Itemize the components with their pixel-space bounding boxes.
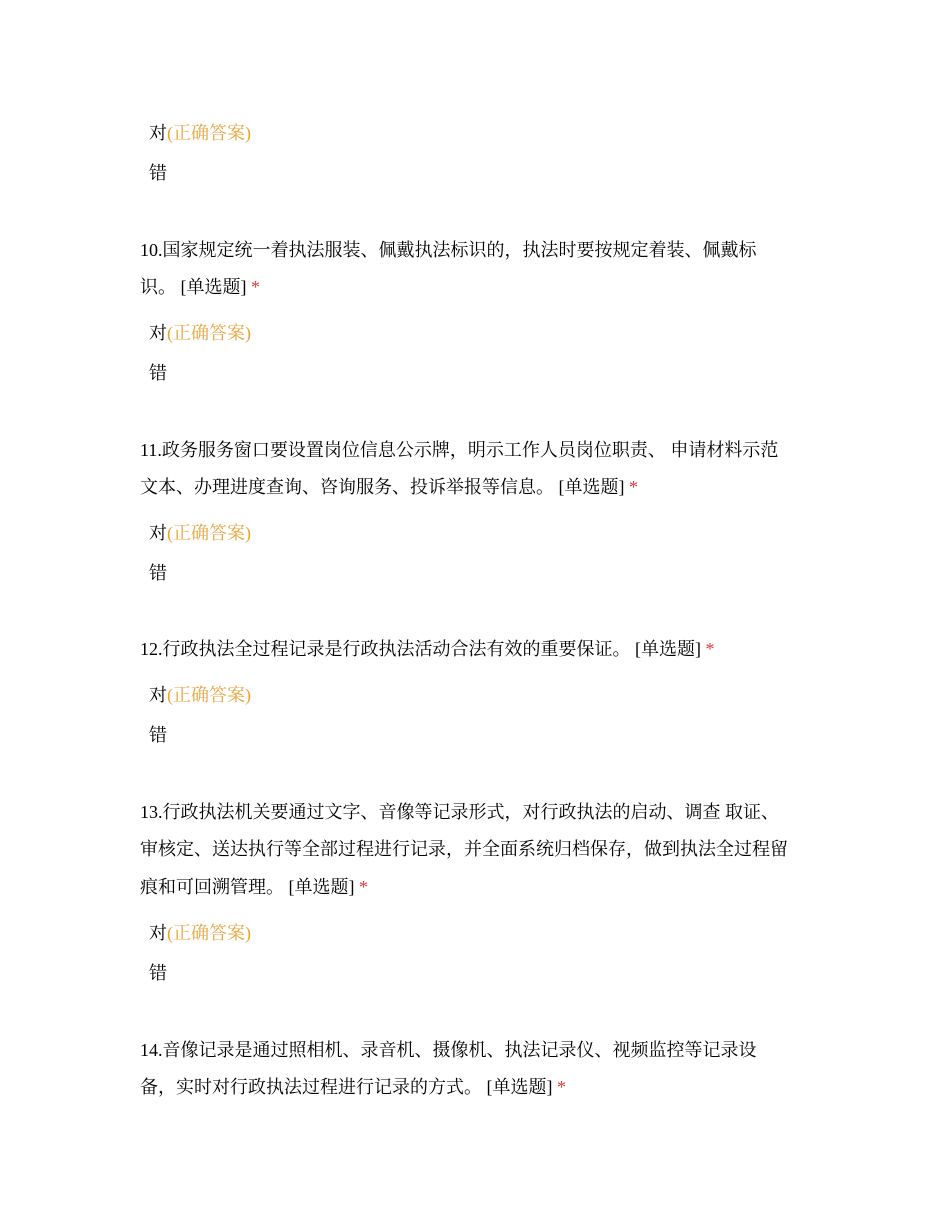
option-false-q11[interactable] xyxy=(149,562,167,584)
question-number: 13. xyxy=(140,802,163,822)
question-text: 识。 xyxy=(140,277,176,297)
question-text: 行政执法机关要通过文字、音像等记录形式，对行政执法的启动、调查 取证、 xyxy=(162,802,779,822)
question-number: 10. xyxy=(140,240,163,260)
required-marker: * xyxy=(705,639,715,659)
option-label: 对 xyxy=(149,685,167,705)
option-true-q11[interactable] xyxy=(149,522,251,544)
option-label: 对 xyxy=(149,523,167,543)
question-text: 备，实时对行政执法过程进行记录的方式。 xyxy=(140,1077,482,1097)
question-type: [单选题] xyxy=(180,277,247,297)
correct-answer-tag: (正确答案) xyxy=(167,323,251,343)
option-label: 错 xyxy=(149,363,167,383)
correct-answer-tag: (正确答案) xyxy=(167,123,251,143)
option-false-q12[interactable] xyxy=(149,724,167,746)
question-text: 国家规定统一着执法服装、佩戴执法标识的，执法时要按规定着装、佩戴标 xyxy=(162,240,757,260)
question-text: 文本、办理进度查询、咨询服务、投诉举报等信息。 xyxy=(140,477,554,497)
option-label: 错 xyxy=(149,725,167,745)
question-text: 音像记录是通过照相机、录音机、摄像机、执法记录仪、视频监控等记录设 xyxy=(162,1040,757,1060)
question-type: [单选题] xyxy=(486,1077,553,1097)
question-type: [单选题] xyxy=(635,639,701,659)
option-true-q12[interactable] xyxy=(149,684,251,706)
correct-answer-tag: (正确答案) xyxy=(167,523,251,543)
option-false-q10[interactable] xyxy=(149,362,167,384)
question-text: 审核定、送达执行等全部过程进行记录，并全面系统归档保存，做到执法全过程留 xyxy=(140,839,788,859)
question-type: [单选题] xyxy=(558,477,625,497)
question-text: 行政执法全过程记录是行政执法活动合法有效的重要保证。 xyxy=(162,639,631,659)
required-marker: * xyxy=(629,477,638,497)
option-label: 对 xyxy=(149,123,167,143)
option-label: 对 xyxy=(149,323,167,343)
question-text: 痕和可回溯管理。 xyxy=(140,877,284,897)
question-number: 12. xyxy=(140,639,163,659)
question-text: 政务服务窗口要设置岗位信息公示牌，明示工作人员岗位职责、 申请材料示范 xyxy=(161,440,779,460)
required-marker: * xyxy=(557,1077,566,1097)
option-label: 错 xyxy=(149,563,167,583)
correct-answer-tag: (正确答案) xyxy=(167,685,251,705)
option-true-q9[interactable] xyxy=(149,122,251,144)
option-true-q10[interactable] xyxy=(149,322,251,344)
required-marker: * xyxy=(359,877,368,897)
option-label: 对 xyxy=(149,923,167,943)
required-marker: * xyxy=(251,277,260,297)
question-number: 11. xyxy=(140,440,162,460)
question-number: 14. xyxy=(140,1040,163,1060)
option-label: 错 xyxy=(149,163,167,183)
question-type: [单选题] xyxy=(288,877,355,897)
option-label: 错 xyxy=(149,963,167,983)
option-false-q13[interactable] xyxy=(149,962,167,984)
option-false-q9[interactable] xyxy=(149,162,167,184)
correct-answer-tag: (正确答案) xyxy=(167,923,251,943)
option-true-q13[interactable] xyxy=(149,922,251,944)
